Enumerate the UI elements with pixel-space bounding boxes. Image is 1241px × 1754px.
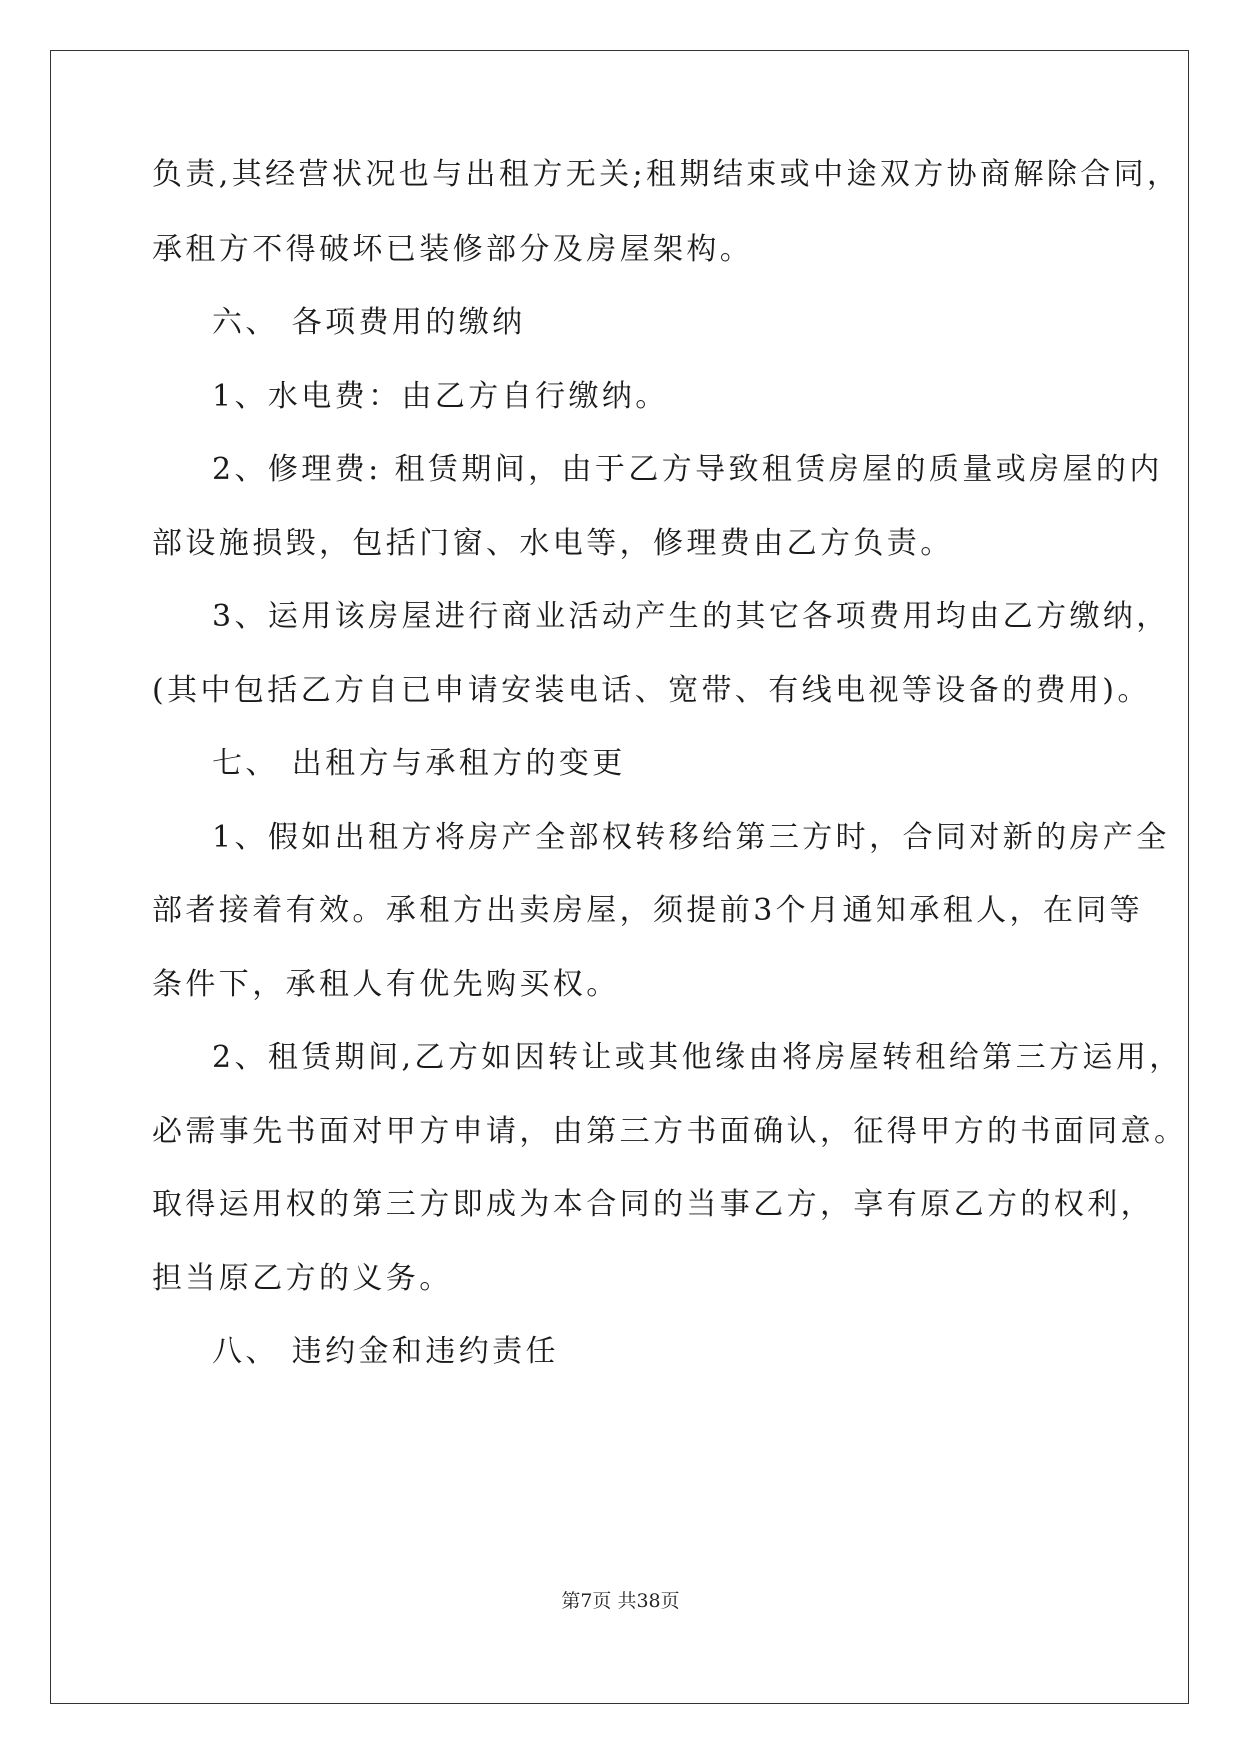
paragraph-line: 担当原乙方的义务。 — [152, 1261, 453, 1296]
page-border — [50, 50, 1189, 1704]
paragraph-line: 2、修理费: 租赁期间，由于乙方导致租赁房屋的质量或房屋的内 — [212, 452, 1163, 487]
paragraph-line: (其中包括乙方自已申请安装电话、宽带、有线电视等设备的费用)。 — [152, 673, 1151, 708]
paragraph-line: 1、水电费：由乙方自行缴纳。 — [212, 379, 669, 414]
paragraph-line: 条件下，承租人有优先购买权。 — [152, 967, 620, 1002]
page-number-footer: 第7页 共38页 — [561, 1590, 680, 1612]
paragraph-line: 承租方不得破坏已装修部分及房屋架构。 — [152, 232, 754, 267]
paragraph-line: 部者接着有效。承租方出卖房屋，须提前3个月通知承租人，在同等 — [152, 893, 1144, 928]
section-heading-8: 八、 违约金和违约责任 — [212, 1334, 559, 1369]
paragraph-line: 3、运用该房屋进行商业活动产生的其它各项费用均由乙方缴纳， — [212, 599, 1170, 634]
paragraph-line: 取得运用权的第三方即成为本合同的当事乙方，享有原乙方的权利， — [152, 1187, 1154, 1222]
paragraph-line: 2、租赁期间,乙方如因转让或其他缘由将房屋转租给第三方运用， — [212, 1040, 1183, 1075]
paragraph-line: 部设施损毁，包括门窗、水电等，修理费由乙方负责。 — [152, 526, 954, 561]
paragraph-line: 1、假如出租方将房产全部权转移给第三方时，合同对新的房产全 — [212, 820, 1170, 855]
paragraph-line: 负责,其经营状况也与出租方无关;租期结束或中途双方协商解除合同， — [152, 157, 1181, 192]
section-heading-6: 六、 各项费用的缴纳 — [212, 305, 526, 340]
section-heading-7: 七、 出租方与承租方的变更 — [212, 746, 626, 781]
paragraph-line: 必需事先书面对甲方申请，由第三方书面确认，征得甲方的书面同意。 — [152, 1114, 1188, 1149]
